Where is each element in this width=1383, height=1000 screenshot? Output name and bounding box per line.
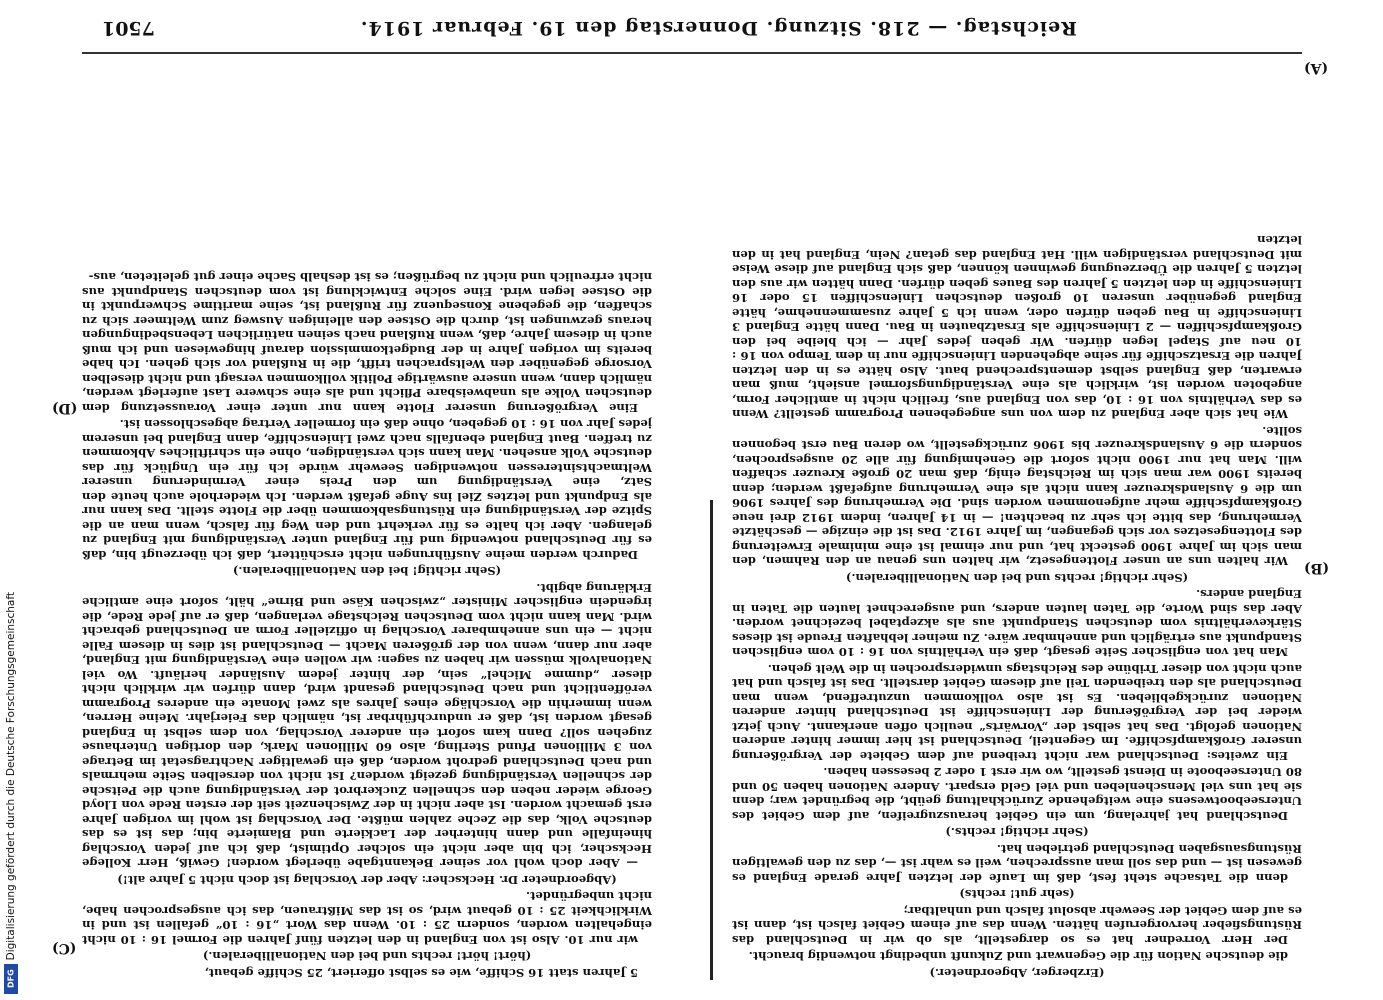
paragraph: Wir halten uns an unser Flottengesetz, wir halten uns genau an den Rahmen, den man sich im Jahre 1900 gesteckt hat, und nur einmal ist eine minimale Erweiterung des Flottengesetzes vor sich gegangen, im Jahre 1912. Das ist die einzige — geschätzte Vermehrung, das bitte ich sehr zu beachten! — in 14 Jahren, indem 1912 drei neue Großkampfschiffe mehr aufgenommen worden sind. Die Vermehrung des Jahres 1906 um die 6 Auslandskreuzer kann nicht als eine Vermehrung aufgefaßt werden; denn bereits 1900 war man sich im Reichstag einig, daß man 20 große Kreuzer schaffen will. Man hat nur 1900 nicht sofort die Genehmigung für alle 20 ausgesprochen, sondern die 6 Auslandskreuzer bis 1906 zurückgestellt, wo deren Bau erst begonnen sollte.: [732, 424, 1302, 569]
paragraph: Ein zweites: Deutschland war nicht treibend auf dem Gebiete der Vergrößerung unserer Großkampfschiffe. Im Gegenteil, Deutschland ist hier immer hinter anderen Nationen gefolgt. Das hat selbst der „Vorwärts“ neulich offen anerkannt. Auch jetzt wieder bei der Vergrößerung der Linienschiffe ist Deutschland hinter anderen Nationen zurückgeblieben. Es ist also vollkommen unzutreffend, wenn man Deutschland als den treibenden Teil auf diesem Gebiet darstellt. Das ist falsch und hat auch nicht von dieser Tribüne des Reichstags unwidersprochen in die Welt gehen.: [732, 662, 1302, 763]
digitization-sidebar: [0, 0, 22, 1000]
interjection: (sehr gut! rechts): [959, 887, 1075, 902]
paragraph: Dadurch werden meine Ausführungen nicht erschüttert, daß ich überzeugt bin, daß es für Deutschland notwendig und für England unter Verständigung mit England zu gelangen. Aber ich halte es für verkehrt und den Weg für falsch, wenn man an die Spitze der Verständigung ein Rüstungsabkommen über die Flotte stellt. Das kann nur als Endpunkt und letztes Ziel ins Auge gefaßt werden. Ich wiederhole auch heute den Satz, eine Verständigung um den Preis einer Verminderung unserer Weltmachtsinteressen notwendigen Seewehr würde ich für ein Unglück für das deutsche Volk ansehen. Man kann sich verständigen, ohne ein schriftliches Abkommen zu treffen. Baut England ebenfalls nach zwei Linienschiffe, dann England bei unserem jedes Jahr von 16 : 10 gegeben, ohne daß ein formeller Vertrag abgeschlossen ist.: [82, 417, 652, 562]
paragraph: Deutschland hat jahrelang, um ein Gebiet herauszugreifen, auf dem Gebiet des Unterseebootwesens eine weitgehende Zurückhaltung geübt, die begründet war; denn sie hat uns viel Menschenleben und viel Geld erspart. Andere Nationen haben 50 und 80 Unterseeboote in Dienst gestellt, wo wir erst 1 oder 2 besessen haben.: [732, 765, 1302, 823]
interjection: (Abgeordneter Dr. Heckscher: Aber der Vorschlag ist doch nicht 5 Jahre alt!): [117, 873, 617, 887]
right-column: [82, 60, 652, 980]
paragraph: 5 Jahren statt 16 Schiffe, wie es selbst offeriert, 25 Schiffe gebaut,: [204, 966, 638, 980]
paragraph: die deutsche Nation für die Gegenwart und Zukunft unbedingt notwendig braucht.: [748, 949, 1288, 964]
page-number: 7501: [102, 17, 155, 39]
paragraph: denn die Tatsache steht fest, daß im Laufe der letzten Jahre gerade England es gewesen ist — und das soll man aussprechen, weil es wahr ist —, das zu den gewaltigen Rüstungsausgaben Deutschland getrieben hat.: [732, 842, 1302, 885]
interjection: (Sehr richtig! bei den Nationalliberalen.): [232, 564, 502, 579]
paragraph: Man hat von englischer Seite gesagt, daß ein Verhältnis von 16 : 10 vom englischen Standpunkt aus erträglich und annehmbar wäre. Zu meiner lebhaften Freude ist dieses Stärkeverhältnis vom deutschen Standpunkt aus als akzeptabel bezeichnet worden. Aber das sind Worte, die Taten lauten anders, und ausgerechnet lauten die Taten in England anders.: [732, 587, 1302, 660]
interjection: (Sehr richtig! rechts.): [945, 825, 1089, 840]
interjection: (Sehr richtig! rechts und bei den Nationalliberalen.): [845, 571, 1189, 585]
margin-mark-c: (C): [52, 940, 77, 956]
paragraph: Eine Vergrößerung unserer Flotte kann nur unter einer Voraussetzung dem deutschen Volke als unabweisbare Pflicht und als eine schwere Last auferlegt werden, nämlich dann, wenn unsere auswärtige Politik vollkommen versagt und nicht dieselben Vorsorge gegenüber den Weltsprachen trifft, die in Rußland vor sich gehen. Ich habe bereits im vorigen Jahre in der Budgetkommission darauf hingewiesen und ich muß auch in diesem Jahre, daß, wenn Rußland nach seinen natürlichen Lebensbedingungen heraus gezwungen ist, durch die Ostsee den alleinigen Ausweg zum Weltmeer sich zu schaffen, die gegebene Konsequenz für Rußland ist, seine maritime Schwerpunkt in die Ostsee legen wird. Eine solche Entwicklung ist vom deutschen Standpunkt aus nicht erfreulich und nicht zu begrüßen; es ist deshalb Sache einer gut geleiteten, aus-: [82, 270, 652, 415]
header-title: Reichstag. — 218. Sitzung. Donnerstag den 19. Februar 1914.: [359, 17, 1077, 39]
dfg-credit: Digitalisierung gefördert durch die Deutsche Forschungsgemeinschaft: [5, 591, 17, 960]
dfg-logo: DFG: [4, 964, 18, 994]
column-divider: [710, 500, 713, 980]
page-header: [102, 8, 1282, 48]
paragraph: Wie hat sich aber England zu dem von uns angegebenen Programm gestellt? Wenn es das Verhältnis von 16 : 10, das von England aus, freilich nicht in amtlicher Form, angeboten worden ist, wirklich als eine Verständigungsformel ansieht, muß man erwarten, daß England selbst dementsprechend baut. Also hätte es in den letzten Jahren die Ersatzschiffe für seine abgehenden Linienschiffe nur in dem Tempo von 16 : 10 neu auf Stapel legen dürfen. Wir geben jedes Jahr — ich bleibe bei den Großkampfschiffen — 2 Linienschiffe als Ersatzbauten in Bau. Dann hätte England 3 Linienschiffe in Bau geben dürfen oder, wenn ich 5 Jahre zusammennehme, hätte England gegenüber unseren 10 großen deutschen Linienschiffen 15 oder 16 Linienschiffe in den letzten 5 Jahren des Baues geben dürfen. Dann hätten wir aus den letzten 5 Jahren die Überzeugung gewinnen können, daß sich England auf diese Weise mit Deutschland verständigen will. Hat England das getan? Nein, England hat in den letzten: [732, 233, 1302, 422]
margin-mark-d: (D): [52, 400, 78, 416]
paragraph: wir nur 10. Also ist von England in den letzten fünf Jahren die Formel 16 : 10 nicht eingehalten worden, sondern 25 : 10. Wenn das Wort „16 : 10“ gefallen ist und in Wirklichkeit 25 : 10 gebaut wird, so ist das Mißtrauen, das ich ausgesprochen habe, nicht unbegründet.: [82, 889, 652, 947]
margin-mark-a: (A): [1304, 60, 1329, 76]
margin-mark-b: (B): [1304, 560, 1330, 576]
paragraph: — Aber doch wohl vor seiner Bekanntgabe überlegt worden! Gewiß, Herr Kollege Heckscher, ich bin aber nicht ein solcher Optimist, daß ich auf jeden Vorschlag hineinfalle und dann hinterher der Lackierte und Blamierte bin; das ist es das deutsche Volk, das die Zeche zahlen müßte. Der Vorschlag ist wohl im vorigen Jahre erst gemacht worden. Ist aber nicht in der Zwischenzeit seit der ersten Rede von Lloyd George wieder neben den schnellen Zuckerbrot der Verständigung auch die Peitsche der schnellen Verständigung gezeigt worden? Ist nicht von derselben Seite mehrmals und nach Deutschland gedroht worden, daß ein gewaltiger Nachtragsetat im Betrage von 3 Millionen Pfund Sterling, also 60 Millionen Mark, den dortigen Unterhause zugehen soll? Dann kam sofort ein anderer Vorschlag, von dem selbst in England gesagt worden ist, daß er undurchführbar ist, nämlich das Feierjahr. Meine Herren, wenn immerhin die Vorschläge eines Jahres als zwei Monate ein anderes Programm veröffentlicht und nach Deutschland gesandt wird, dann dürfen wir wirklich nicht dieser „dumme Michel“ sein, der hinter jedem Ausländer herläuft. Wo viel Nationalvolk müssen wir haben zu sagen: wir wollen eine Verständigung mit England, aber nur dann, wenn von der größeren Macht — Deutschland ist dies in diesem Falle nicht — ein uns annehmbarer Vorschlag in offizieller Form an Deutschland gebracht wird. Man kann nicht vom Deutschen Reichstage verlangen, daß er auf jede Rede, die irgendein englischer Minister „zwischen Käse und Birne“ hält, sofort eine amtliche Erklärung abgibt.: [82, 581, 652, 871]
interjection: (hört! hört! rechts und bei den Nationalliberalen.): [202, 949, 532, 964]
header-rule: [82, 52, 1302, 54]
paragraph: (Erzberger, Abgeordneter.): [929, 966, 1105, 980]
page-content: [42, 0, 1342, 1000]
left-column: [732, 60, 1302, 980]
paragraph: Der Herr Vorredner hat es so dargestellt, als ob wir in Deutschland das Rüstungsfieber hervorgerufen hätten. Wenn das auf einem Gebiet falsch ist, dann ist es auf dem Gebiet der Seewehr absolut falsch und unhaltbar;: [732, 904, 1302, 947]
